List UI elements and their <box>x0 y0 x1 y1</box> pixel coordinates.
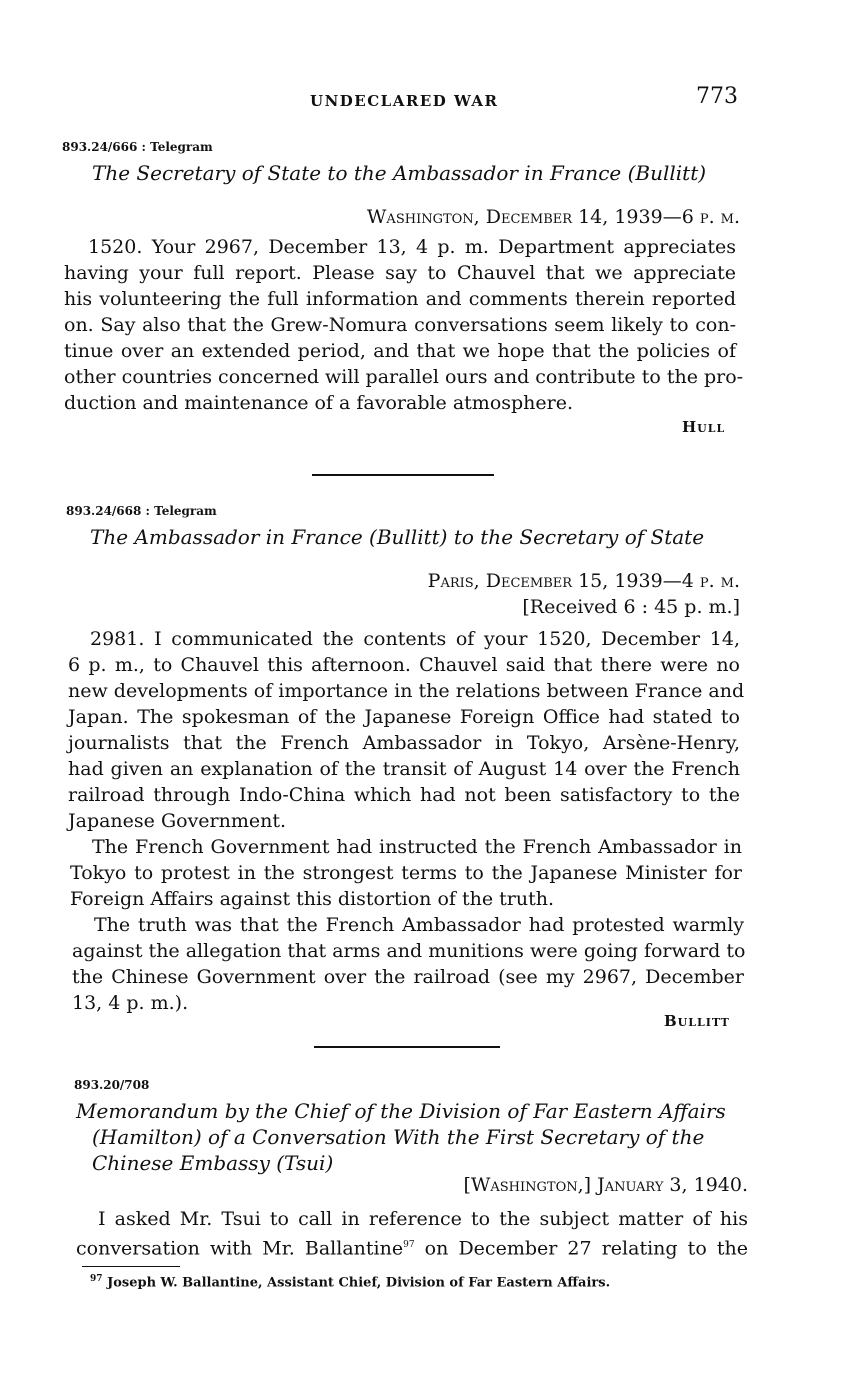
paragraph <box>64 234 744 416</box>
paragraph <box>68 626 745 834</box>
text-line: duction and maintenance of a favorable atmosphere. <box>64 392 574 414</box>
text-line: the Chinese Government over the railroad (see my 2967, December <box>72 966 744 988</box>
file-number: 893.24/666 : Telegram <box>62 140 213 154</box>
paragraph <box>72 912 744 1016</box>
received-time: [Received 6 : 45 p. m.] <box>522 596 740 618</box>
signature: Bullitt <box>664 1012 730 1030</box>
text-line: 1520. Your 2967, December 13, 4 p. m. Department appreciates <box>88 236 736 258</box>
paragraph <box>76 1206 748 1261</box>
text-line: The French Government had instructed the French Ambassador in <box>92 836 742 858</box>
paragraph <box>70 834 742 912</box>
footnote-rule <box>82 1266 180 1267</box>
footnote-marker: 97 <box>90 1274 103 1284</box>
text-line: having your full report. Please say to Chauvel that we appreciate <box>64 262 736 284</box>
text-line: tinue over an extended period, and that we hope that the policies of <box>64 340 736 362</box>
footnote <box>90 1274 610 1290</box>
text-line: I asked Mr. Tsui to call in reference to the subject matter of his <box>98 1208 748 1230</box>
text-line: journalists that the French Ambassador in Tokyo, Arsène-Henry, <box>68 732 740 754</box>
title-line: (Hamilton) of a Conversation With the First Secretary of the <box>92 1125 705 1149</box>
dateline <box>330 570 740 592</box>
text-line: 13, 4 p. m.). <box>72 992 189 1014</box>
text-line: Foreign Affairs against this distortion of the truth. <box>70 888 554 910</box>
text-line: 2981. I communicated the contents of your 1520, December 14, <box>90 628 740 650</box>
footnote-text: Joseph W. Ballantine, Assistant Chief, Division of Far Eastern Affairs. <box>107 1275 611 1291</box>
document-title <box>76 1098 756 1176</box>
dateline-text: Paris, December 15, 1939—4 p. m. <box>427 570 740 592</box>
section-divider <box>314 1046 500 1048</box>
footnote-ref: 97 <box>403 1240 415 1250</box>
page-number: 773 <box>696 84 738 109</box>
dateline <box>330 1174 748 1196</box>
dateline-text: Washington, December 14, 1939—6 p. m. <box>366 206 740 228</box>
title-line: Chinese Embassy (Tsui) <box>92 1151 334 1175</box>
text-line: railroad through Indo-China which had not been satisfactory to the <box>68 784 740 806</box>
document-title: The Secretary of State to the Ambassador in France (Bullitt) <box>92 161 707 185</box>
file-number: 893.20/708 <box>74 1078 150 1092</box>
text-line: conversation with Mr. Ballantine$^{97}$ on December 27 relating to the <box>76 1237 748 1260</box>
running-head: UNDECLARED WAR <box>310 92 499 110</box>
document-title: The Ambassador in France (Bullitt) to the Secretary of State <box>90 525 705 549</box>
text-line: against the allegation that arms and munitions were going forward to <box>72 940 746 962</box>
text-line: his volunteering the full information and comments therein reported <box>64 288 736 310</box>
text-line: had given an explanation of the transit of August 14 over the French <box>68 758 740 780</box>
title-line: Memorandum by the Chief of the Division of Far Eastern Affairs <box>76 1099 726 1123</box>
text-line: other countries concerned will parallel ours and contribute to the pro- <box>64 366 744 388</box>
signature: Hull <box>682 418 726 436</box>
text-line: Japanese Government. <box>68 810 287 832</box>
section-divider <box>312 474 494 476</box>
dateline-text: [Washington,] January 3, 1940. <box>463 1174 748 1196</box>
text-line: The truth was that the French Ambassador had protested warmly <box>94 914 744 936</box>
file-number: 893.24/668 : Telegram <box>66 504 217 518</box>
text-line: Japan. The spokesman of the Japanese Foreign Office had stated to <box>68 706 740 728</box>
text-line: new developments of importance in the relations between France and <box>68 680 745 702</box>
text-line: on. Say also that the Grew-Nomura conversations seem likely to con- <box>64 314 736 336</box>
text-line: 6 p. m., to Chauvel this afternoon. Chauvel said that there were no <box>68 654 740 676</box>
text-line: Tokyo to protest in the strongest terms to the Japanese Minister for <box>70 862 742 884</box>
dateline <box>330 206 740 228</box>
